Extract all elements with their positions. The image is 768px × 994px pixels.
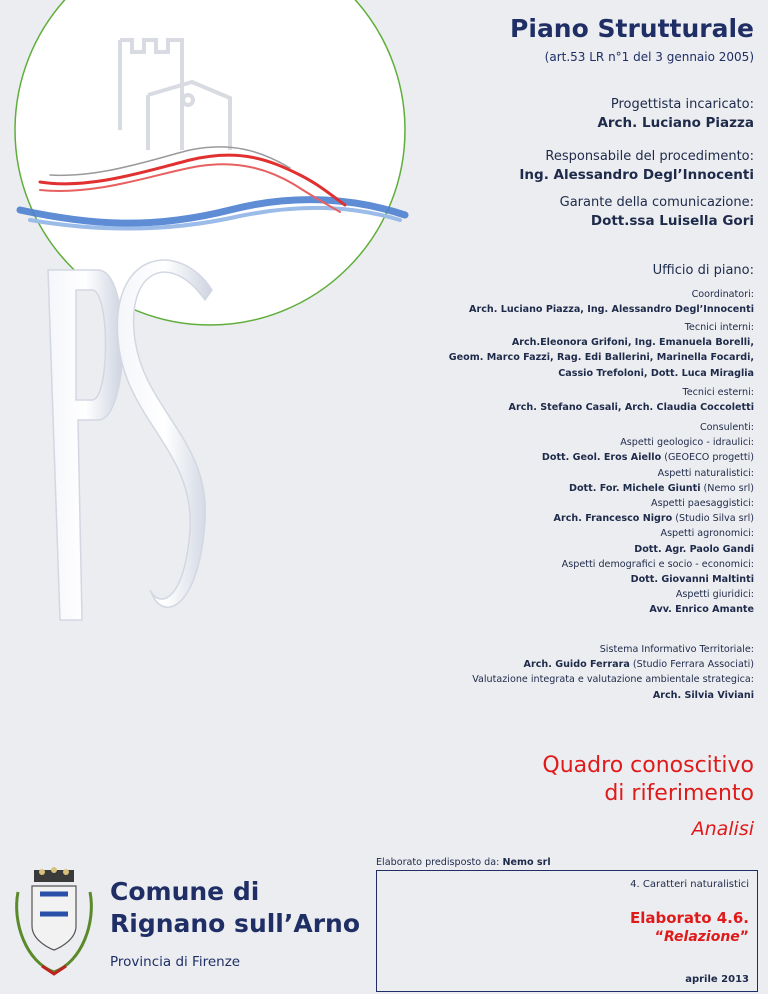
consulente-area: Aspetti paesaggistici:	[651, 498, 754, 510]
sit-entry	[472, 657, 754, 672]
document-section: Analisi	[691, 818, 754, 840]
page-title: Piano Strutturale	[510, 14, 754, 43]
credit-garante	[560, 194, 754, 230]
relazione-text: Relazione	[663, 929, 740, 945]
relazione-open-quote: “	[654, 929, 664, 945]
consulente-entry	[542, 542, 754, 557]
consulente-name: Dott. Agr. Paolo Gandi	[634, 543, 754, 555]
credit-name: Arch. Luciano Piazza	[597, 115, 754, 131]
ufficio-esterni	[509, 385, 754, 415]
consulente-org: (Studio Silva srl)	[672, 513, 754, 525]
ufficio-coordinatori	[469, 287, 754, 317]
esterni-names: Arch. Stefano Casali, Arch. Claudia Coccoletti	[508, 402, 754, 414]
document-title-line1: Quadro conoscitivo	[542, 753, 754, 778]
esterni-label: Tecnici esterni:	[682, 387, 754, 398]
ufficio-title: Ufficio di piano:	[652, 263, 754, 278]
coordinatori-label: Coordinatori:	[691, 289, 754, 300]
consulente-area: Aspetti giuridici:	[675, 589, 754, 601]
consulente-name: Avv. Enrico Amante	[649, 604, 754, 616]
ufficio-interni	[449, 320, 754, 381]
prepared-by	[376, 857, 551, 868]
consulente-area: Aspetti naturalistici:	[657, 467, 754, 479]
municipality-line2: Rignano sull’Arno	[110, 909, 361, 938]
ufficio-consulenti	[542, 420, 754, 618]
elaborato-box	[376, 870, 758, 992]
vas-name: Arch. Silvia Viviani	[652, 689, 754, 701]
consulente-org: (GEOECO progetti)	[661, 452, 754, 464]
chapter-label: 4. Caratteri naturalistici	[630, 879, 749, 890]
relazione-label	[655, 929, 749, 945]
document-title-line2: di riferimento	[604, 781, 754, 806]
vas-label: Valutazione integrata e valutazione ambientale strategica:	[472, 674, 754, 686]
consulente-entry	[542, 481, 754, 496]
consulente-entry	[542, 511, 754, 526]
consulenti-label: Consulenti:	[699, 422, 754, 433]
sit-name: Arch. Guido Ferrara	[523, 659, 630, 671]
consulente-area: Aspetti geologico - idraulici:	[620, 437, 754, 449]
interni-line: Cassio Trefoloni, Dott. Luca Miraglia	[558, 367, 754, 379]
credit-role: Progettista incaricato:	[610, 97, 754, 112]
municipality-line1: Comune di	[110, 877, 260, 906]
credit-name: Dott.ssa Luisella Gori	[590, 213, 754, 229]
interni-line: Geom. Marco Fazzi, Rag. Edi Ballerini, Marinella Focardi,	[448, 352, 754, 364]
prepared-label: Elaborato predisposto da:	[376, 857, 503, 868]
sit-label: Sistema Informativo Territoriale:	[599, 644, 754, 655]
consulente-area: Aspetti agronomici:	[660, 528, 754, 540]
consulente-name: Arch. Francesco Nigro	[553, 513, 673, 525]
prepared-company: Nemo srl	[502, 857, 551, 868]
consulente-area: Aspetti demografici e socio - economici:	[561, 558, 754, 570]
consulente-name: Dott. Geol. Eros Aiello	[541, 452, 662, 464]
document-date: aprile 2013	[685, 974, 749, 985]
credit-role: Responsabile del procedimento:	[545, 149, 754, 164]
interni-label: Tecnici interni:	[684, 322, 754, 333]
consulente-name: Dott. Giovanni Maltinti	[630, 574, 754, 586]
credit-progettista	[597, 96, 754, 132]
credit-responsabile	[519, 148, 754, 184]
page-subtitle: (art.53 LR n°1 del 3 gennaio 2005)	[544, 50, 754, 64]
sit-block	[472, 642, 754, 703]
consulente-entry	[542, 602, 754, 617]
elaborato-number: Elaborato 4.6.	[629, 909, 749, 927]
consulente-name: Dott. For. Michele Giunti	[568, 482, 701, 494]
coat-of-arms-icon	[17, 867, 92, 974]
coordinatori-names: Arch. Luciano Piazza, Ing. Alessandro Degl’Innocenti	[469, 304, 754, 316]
document-title	[542, 752, 754, 808]
sit-org: (Studio Ferrara Associati)	[629, 659, 754, 671]
consulente-entry	[542, 572, 754, 587]
municipality-name	[110, 876, 360, 940]
province-name: Provincia di Firenze	[110, 954, 241, 970]
consulente-entry	[542, 450, 754, 465]
interni-line: Arch.Eleonora Grifoni, Ing. Emanuela Borelli,	[511, 337, 754, 349]
relazione-close-quote: ”	[739, 929, 749, 945]
consulente-org: (Nemo srl)	[700, 482, 754, 494]
credit-role: Garante della comunicazione:	[559, 195, 754, 210]
credit-name: Ing. Alessandro Degl’Innocenti	[519, 167, 754, 183]
